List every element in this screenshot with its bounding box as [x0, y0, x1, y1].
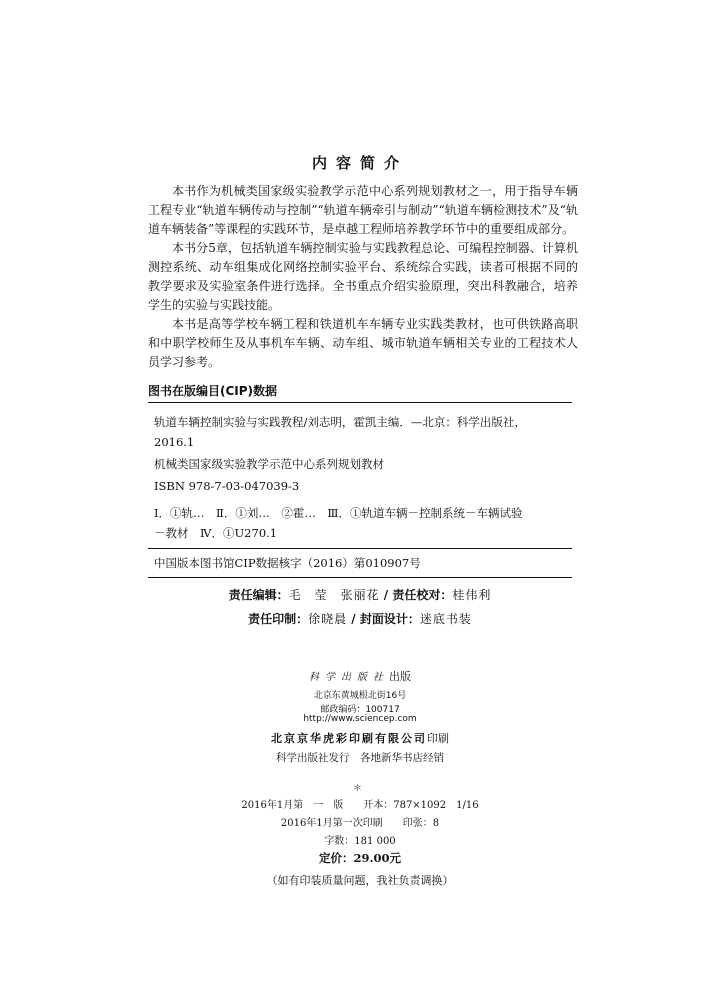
editor-label: 责任编辑：	[228, 588, 289, 602]
word-count: 字数：181 000	[324, 836, 396, 847]
publish-suffix: 出版	[389, 670, 411, 683]
publisher-website: http://www.sciencep.com	[303, 714, 417, 724]
cip-heading: 图书在版编目(CIP)数据	[148, 384, 278, 398]
summary-paragraph-1: 本书作为机械类国家级实验教学示范中心系列规划教材之一，用于指导车辆工程专业“轨道车辆传动与控制”“轨道车辆牵引与制动”“轨道车辆检测技术”及“轨道车辆装备”等课程的实践环节，是卓越工程师培养教学环节中的重要组成部分。	[148, 184, 578, 236]
cip-line-isbn: ISBN 978-7-03-047039-3	[154, 479, 300, 493]
cover-label: 封面设计：	[359, 612, 420, 626]
proof-value: 桂伟利	[452, 588, 492, 602]
cip-record-box	[148, 402, 572, 578]
publisher-line	[0, 668, 720, 684]
quality-note: （如有印装质量问题，我社负责调换）	[266, 874, 454, 887]
publisher-postcode: 邮政编码：100717	[320, 705, 400, 715]
cip-line-title: 轨道车辆控制实验与实践教程/刘志明，霍凯主编．—北京：科学出版社，	[154, 415, 526, 429]
cip-divider	[148, 548, 572, 549]
print-value: 徐晓晨	[308, 612, 348, 626]
printer-name: 北京京华虎彩印刷有限公司	[271, 732, 427, 745]
summary-body	[148, 182, 578, 372]
publisher-address: 北京东黄城根北街16号	[313, 691, 407, 701]
summary-paragraph-3: 本书是高等学校车辆工程和铁道机车车辆专业实践类教材，也可供铁路高职和中职学校师生及从事机车车辆、动车组、城市轨道车辆相关专业的工程技术人员学习参考。	[148, 317, 578, 369]
edition-line-1: 2016年1月第 一 版 开本：787×1092 1/16	[241, 800, 479, 811]
cip-line-subject-1: Ⅰ．①轨… Ⅱ．①刘… ②霍… Ⅲ．①轨道车辆－控制系统－车辆试验	[154, 506, 523, 520]
cip-line-subject-2: －教材 Ⅳ．①U270.1	[154, 526, 278, 540]
cover-value: 迷底书装	[419, 612, 472, 626]
printer-line	[0, 730, 720, 746]
staff-line-editors: 责任编辑：毛 莹 张丽花 / 责任校对：桂伟利	[228, 588, 492, 602]
cip-record-number: 中国版本图书馆CIP数据核字（2016）第010907号	[154, 556, 421, 570]
staff-line-print: 责任印制：徐晓晨 / 封面设计：迷底书装	[248, 612, 472, 626]
proof-label: 责任校对：	[392, 588, 453, 602]
editor-value: 毛 莹 张丽花	[288, 588, 380, 602]
summary-title: 内容简介	[311, 154, 408, 172]
separator-star: ＊	[353, 784, 363, 794]
print-label: 责任印制：	[248, 612, 309, 626]
cip-line-series: 机械类国家级实验教学示范中心系列规划教材	[154, 457, 384, 471]
distribution-line: 科学出版社发行 各地新华书店经销	[276, 752, 444, 764]
print-suffix: 印刷	[427, 732, 449, 745]
edition-line-2: 2016年1月第一次印刷 印张：8	[280, 818, 440, 829]
cip-line-year: 2016.1	[154, 435, 195, 449]
price: 定价：29.00元	[318, 851, 401, 865]
publisher-name: 科学出版社	[309, 672, 389, 683]
summary-paragraph-2: 本书分5章，包括轨道车辆控制实验与实践教程总论、可编程控制器、计算机测控系统、动车组集成化网络控制实验平台、系统综合实践，读者可根据不同的教学要求及实验室条件进行选择。全书重点介绍实验原理，突出科教融合，培养学生的实验与实践技能。	[148, 241, 578, 312]
